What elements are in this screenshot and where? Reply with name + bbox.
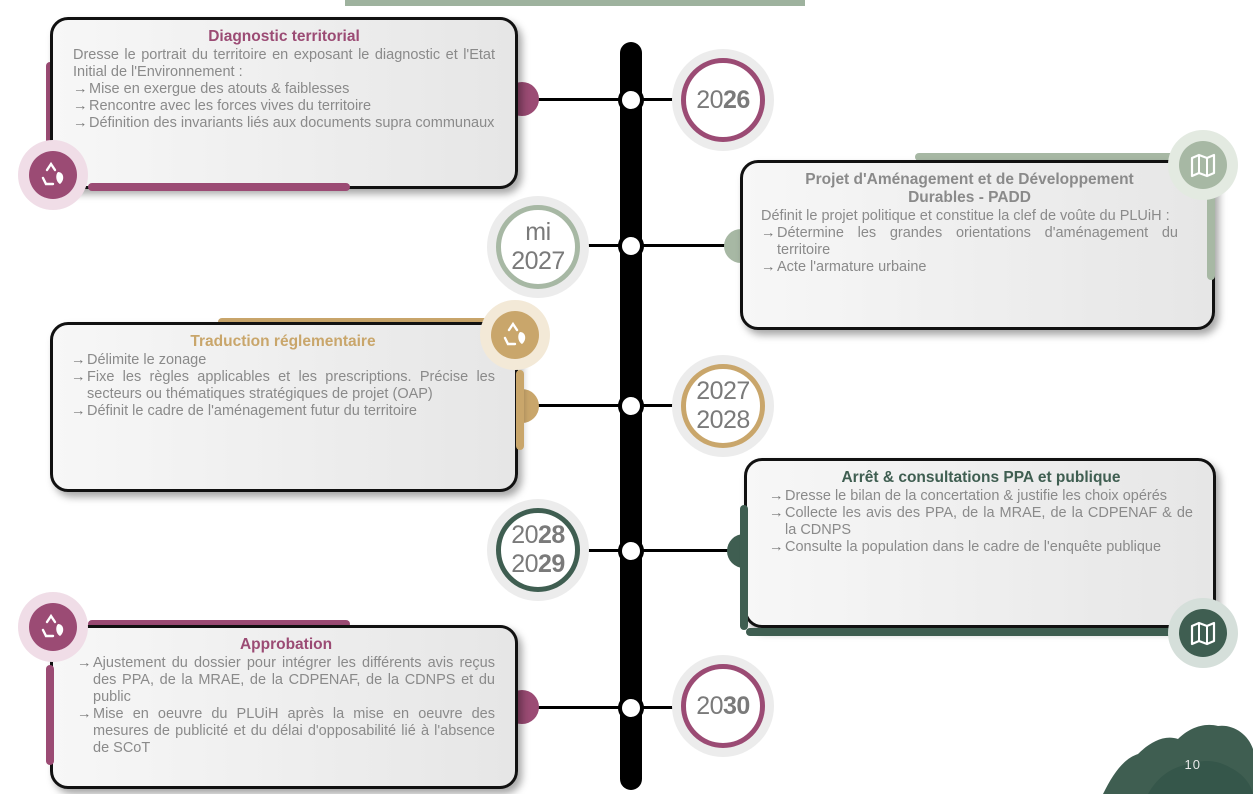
arrow-icon: → xyxy=(761,259,776,275)
stage-bullet xyxy=(71,369,495,403)
arrow-icon: → xyxy=(71,403,86,419)
stage-bullet-list xyxy=(769,488,1193,556)
stage-title: Traduction réglementaire xyxy=(190,333,376,350)
stage-intro: Définit le projet politique et constitue la clef de voûte du PLUiH : xyxy=(761,208,1170,224)
year-text-bold: 28 xyxy=(538,521,565,549)
year-text: mi xyxy=(525,218,551,246)
map-icon xyxy=(1168,130,1238,200)
stage-bullet-text: Délimite le zonage xyxy=(87,352,207,368)
stage-bullet xyxy=(77,706,495,757)
header-accent-bar xyxy=(345,0,805,6)
box-accent-bar xyxy=(740,505,748,630)
year-text: 20 xyxy=(696,85,723,114)
connector-2027 xyxy=(580,244,740,247)
year-text-bold: 30 xyxy=(723,691,750,720)
recycle-leaf-icon xyxy=(18,140,88,210)
recycle-leaf-icon xyxy=(480,300,550,370)
box-accent-bar xyxy=(46,665,54,765)
arrow-icon: → xyxy=(71,369,86,385)
timeline-node xyxy=(618,538,644,564)
arrow-icon: → xyxy=(73,98,88,114)
year-text: 20 xyxy=(511,521,538,549)
arrow-icon: → xyxy=(761,225,776,241)
connector-2026 xyxy=(520,98,680,101)
arrow-icon: → xyxy=(77,706,92,722)
stage-box-traduction xyxy=(50,322,518,492)
stage-box-arret xyxy=(744,458,1216,628)
stage-bullet xyxy=(761,259,1178,276)
stage-bullet-text: Fixe les règles applicables et les prescriptions. Précise les secteurs ou thématiques stratégiques de projet (OAP) xyxy=(87,369,495,402)
arrow-icon: → xyxy=(769,505,784,521)
box-accent-bar xyxy=(746,628,1186,636)
year-text: 20 xyxy=(696,691,723,720)
stage-intro: Dresse le portrait du territoire en exposant le diagnostic et l'Etat Initial de l'Environnement : xyxy=(73,47,495,80)
stage-title: Projet d'Aménagement et de Développement Durables - PADD xyxy=(805,171,1134,206)
year-text: 2027 xyxy=(696,377,750,405)
stage-bullet xyxy=(769,539,1193,556)
stage-bullet-text: Dresse le bilan de la concertation & justifie les choix opérés xyxy=(785,488,1168,504)
stage-bullet xyxy=(71,352,495,369)
stage-bullet xyxy=(73,98,495,115)
year-circle-mi-2027 xyxy=(496,205,580,289)
year-circle-2028-2029 xyxy=(496,508,580,592)
page-number: 10 xyxy=(1184,757,1201,772)
year-text-bold: 29 xyxy=(538,550,565,578)
stage-bullet-list xyxy=(761,225,1178,276)
stage-bullet-list xyxy=(73,81,495,132)
stage-box-diagnostic xyxy=(50,17,518,189)
stage-bullet xyxy=(71,403,495,420)
arrow-icon: → xyxy=(73,115,88,131)
stage-bullet xyxy=(77,655,495,706)
year-circle-2030 xyxy=(681,664,765,748)
year-circle-2026 xyxy=(681,58,765,142)
stage-bullet-text: Ajustement du dossier pour intégrer les différents avis reçus des PPA, de la MRAE, de la CDPENAF, de la CDNPS et du public xyxy=(93,655,495,705)
arrow-icon: → xyxy=(769,539,784,555)
stage-bullet-text: Détermine les grandes orientations d'aménagement du territoire xyxy=(777,225,1178,258)
connector-2029 xyxy=(580,549,740,552)
timeline-node xyxy=(618,233,644,259)
connector-2028 xyxy=(520,404,680,407)
stage-bullet xyxy=(73,115,495,132)
arrow-icon: → xyxy=(77,655,92,671)
year-text: 2028 xyxy=(696,406,750,434)
stage-bullet xyxy=(73,81,495,98)
stage-bullet-text: Mise en oeuvre du PLUiH après la mise en oeuvre des mesures de publicité et du délai d'opposabilité lié à l'absence de SCoT xyxy=(93,706,495,756)
stage-bullet-text: Consulte la population dans le cadre de l'enquête publique xyxy=(785,539,1162,555)
stage-title: Arrêt & consultations PPA et publique xyxy=(841,469,1121,486)
arrow-icon: → xyxy=(769,488,784,504)
arrow-icon: → xyxy=(73,81,88,97)
year-text: 2027 xyxy=(511,247,565,275)
stage-bullet-text: Mise en exergue des atouts & faiblesses xyxy=(89,81,350,97)
stage-bullet xyxy=(769,505,1193,539)
stage-box-padd xyxy=(740,160,1215,330)
stage-bullet-text: Collecte les avis des PPA, de la MRAE, de la CDPENAF & de la CDNPS xyxy=(785,505,1193,538)
connector-2030 xyxy=(520,706,680,709)
stage-bullet-text: Acte l'armature urbaine xyxy=(777,259,927,275)
box-accent-bar xyxy=(516,370,524,450)
arrow-icon: → xyxy=(71,352,86,368)
stage-bullet-text: Définition des invariants liés aux documents supra communaux xyxy=(89,115,495,131)
timeline-node xyxy=(618,393,644,419)
timeline-node xyxy=(618,695,644,721)
mountain-logo-icon xyxy=(1053,704,1253,794)
stage-title: Approbation xyxy=(239,636,333,653)
stage-bullet xyxy=(769,488,1193,505)
year-circle-2027-2028 xyxy=(681,364,765,448)
year-text-bold: 26 xyxy=(723,85,750,114)
recycle-leaf-icon xyxy=(18,592,88,662)
stage-bullet-list xyxy=(71,352,495,420)
stage-bullet-list xyxy=(77,655,495,757)
timeline-node xyxy=(618,87,644,113)
stage-bullet-text: Rencontre avec les forces vives du territoire xyxy=(89,98,372,114)
year-text: 20 xyxy=(511,550,538,578)
stage-title: Diagnostic territorial xyxy=(208,28,360,45)
box-accent-bar xyxy=(88,183,350,191)
stage-box-approbation xyxy=(50,625,518,789)
map-icon xyxy=(1168,598,1238,668)
stage-bullet-text: Définit le cadre de l'aménagement futur du territoire xyxy=(87,403,417,419)
stage-bullet xyxy=(761,225,1178,259)
